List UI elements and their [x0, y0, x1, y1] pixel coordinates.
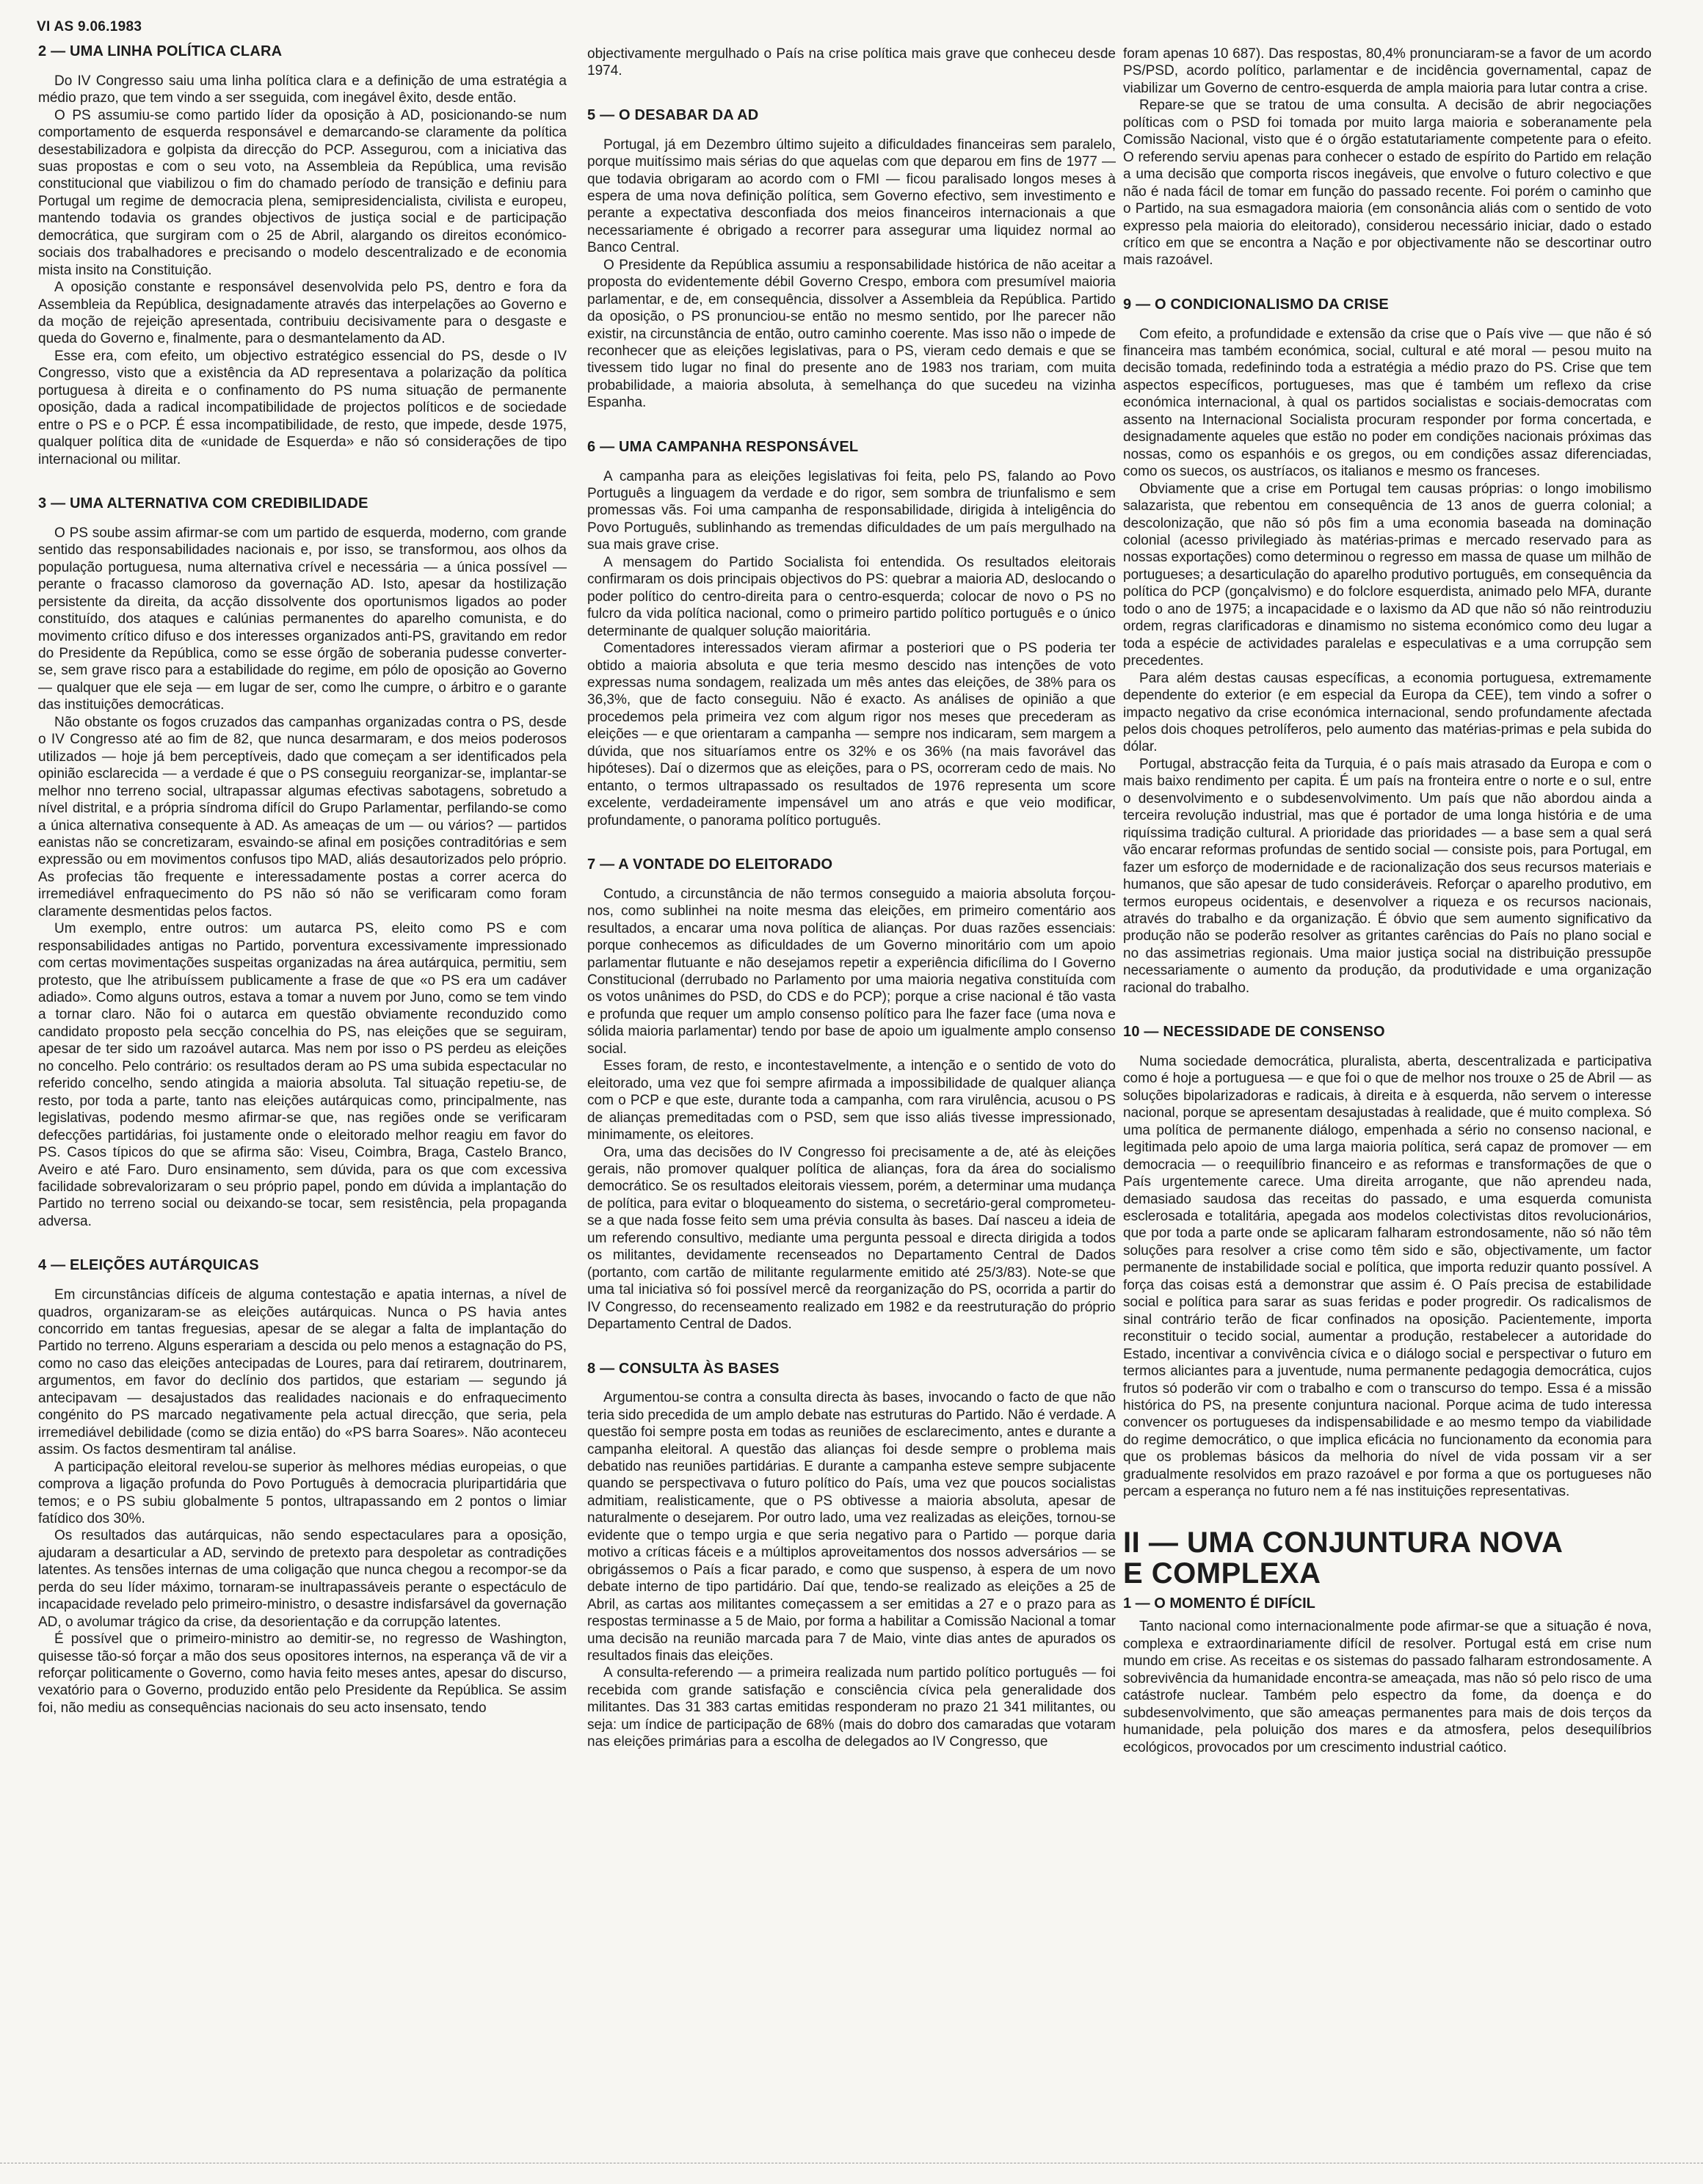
article-section: [1123, 46, 1652, 269]
paragraph: foram apenas 10 687). Das respostas, 80,4% pronunciaram-se a favor de um acordo PS/PSD, acordo político, parlamentar e de incidência governamental, capaz de viabilizar um Governo de centro-esquerda de ampla maioria para lutar contra a crise.: [1123, 46, 1652, 96]
part-title-line-1: II — UMA CONJUNTURA NOVA: [1123, 1526, 1564, 1559]
paragraph: A consulta-referendo — a primeira realizada num partido político português — foi recebida com grande satisfação e consciência cívica pela generalidade dos militantes. Das 31 383 cartas emitidas responderam no prazo 21 341 militantes, ou seja: um índice de participação de 68% (mais do dobro dos camaradas que votaram nas eleições primárias para a escolha de delegados ao IV Congresso, que: [587, 1665, 1116, 1750]
paragraph: Esse era, com efeito, um objectivo estratégico essencial do PS, desde o IV Congresso, visto que a existência da AD representava a polarização da política portuguesa à direita e o confinamento do PS numa situação de permanente oposição, dada a radical incompatibilidade de projectos políticos e de sociedade entre o PS e o PCP. É essa incompatibilidade, de resto, que impede, desde 1975, qualquer política dita de «unidade de Esquerda» e não só considerações de tipo internacional ou militar.: [38, 348, 567, 467]
paragraph: Esses foram, de resto, e incontestavelmente, a intenção e o sentido de voto do eleitorado, uma vez que foi sempre afirmada a impossibilidade de qualquer aliança com o PCP e que este, durante toda a campanha, com rara virulência, acusou o PS de alianças premeditadas com o PSD, sem que isso aliás tivesse impressionado, minimamente, os eleitores.: [587, 1058, 1116, 1143]
article-section: [38, 1256, 567, 1717]
section-title: 4 — ELEIÇÕES AUTÁRQUICAS: [38, 1257, 259, 1274]
part-title-line-2: E COMPLEXA: [1123, 1557, 1321, 1590]
section-title: 8 — CONSULTA ÀS BASES: [587, 1360, 780, 1377]
paragraph: Ora, uma das decisões do IV Congresso foi precisamente a de, até às eleições gerais, não promover qualquer política de alianças, fora da área do socialismo democrático. Se os resultados eleitorais viessem, porém, a determinar uma mudança de política, para evitar o bloqueamento do sistema, o secretário-geral comprometeu-se a que nada fosse feito sem uma prévia consulta às bases. Daí nasceu a ideia de um referendo consultivo, mediante uma pergunta pessoal e directa dirigida a todos os militantes, devidamente recenseados no Departamento Central de Dados (portanto, com cartão de militante regularmente emitido até 25/3/83). Note-se que uma tal iniciativa só foi possível mercê da reorganização do PS, ocorrida a partir do IV Congresso, do recenseamento realizado em 1982 e da reestruturação do próprio Departamento Central de Dados.: [587, 1144, 1116, 1333]
article-section: [1123, 1023, 1652, 1500]
paragraph: Um exemplo, entre outros: um autarca PS, eleito como PS e com responsabilidades antigas no Partido, porventura excessivamente impressionado com certas movimentações suspeitas organizadas na área autárquica, permitiu, sem protesto, que lhe atribuíssem publicamente a frase de que «o PS era um cadáver adiado». Como alguns outros, estava a tomar a nuvem por Juno, como se tem vindo a tornar claro. Não foi o autarca em questão obviamente reconduzido como candidato proposto pela secção concelhia do PS, nas eleições que se seguiram, apesar de ter sido um razoável autarca. Mas nem por isso o PS perdeu as eleições no concelho. Pelo contrário: os resultados deram ao PS uma subida espectacular no referido concelho, sendo atingida a maioria absoluta. Tal situação repetiu-se, de resto, por toda a parte, tanto nas eleições autárquicas como, principalmente, nas legislativas, podendo mesmo afirmar-se que, nas regiões onde se verificaram defecções partidárias, foi justamente onde o eleitorado melhor reagiu em favor do PS. Casos típicos do que se afirma são: Viseu, Coimbra, Braga, Castelo Branco, Aveiro e até Faro. Duro ensinamento, sem dúvida, para os que com excessiva facilidade sobrevalorizaram o seu próprio papel, pondo em dúvida a implantação do Partido no terreno social ou deixando-se tocar, sem resistência, pela propaganda adversa.: [38, 921, 567, 1229]
section-title: 2 — UMA LINHA POLÍTICA CLARA: [38, 43, 283, 59]
article-section: [38, 495, 567, 1230]
article-section: [587, 1360, 1116, 1751]
paragraph: A oposição constante e responsável desenvolvida pelo PS, dentro e fora da Assembleia da República, designadamente através das interpelações ao Governo e da moção de rejeição apresentada, contribuiu decisivamente para o desgaste e queda do Governo e, finalmente, para o desmantelamento da AD.: [38, 280, 567, 347]
article-section: [38, 43, 567, 468]
paragraph: objectivamente mergulhado o País na crise política mais grave que conheceu desde 1974.: [587, 46, 1116, 79]
paragraph: Argumentou-se contra a consulta directa às bases, invocando o facto de que não teria sido precedida de um amplo debate nas estruturas do Partido. Não é verdade. A questão foi sempre posta em todas as reuniões de esclarecimento, antes e durante a campanha eleitoral. A questão das alianças foi desde sempre o problema mais debatido nas reuniões partidárias. E durante a campanha esteve sempre subjacente quando se perspectivava o futuro político do País, uma vez que poucos socialistas admitiam, realisticamente, que o PS obtivesse a maioria absoluta, apesar de naturalmente o desejarem. Por outro lado, uma vez realizadas as eleições, tornou-se evidente que o tempo urgia e que seria negativo para o Partido — porque daria motivo a críticas fáceis e a múltiplos aproveitamentos dos nossos adversários — se obrigássemos o País a ficar parado, e como que suspenso, à espera de um novo debate interno de tipo partidário. Daí que, tendo-se realizado as eleições a 25 de Abril, as cartas aos militantes começassem a ser emitidas a 27 e o prazo para as respostas terminasse a 5 de Maio, por forma a habilitar a Comissão Nacional a tomar uma decisão na reunião marcada para 7 de Maio, vinte dias antes de apurados os resultados finais das eleições.: [587, 1390, 1116, 1664]
paragraph: Repare-se que se tratou de uma consulta. A decisão de abrir negociações políticas com o PSD foi tomada por muito larga maioria e soberanamente pela Comissão Nacional, visto que é o órgão estatutariamente competente para o efeito. O referendo serviu apenas para conhecer o estado de espírito do Partido em relação a uma decisão que comporta riscos inegáveis, que envolve o futuro colectivo e que não é nada fácil de tomar em função do passado recente. Foi porém o caminho que o Partido, na sua esmagadora maioria (em consonância aliás com o sentido de voto expresso pela maioria do eleitorado), considerou necessário iniciar, dado o estado crítico em que se encontra a Nação e por objectivamente não se descortinar outro mais razoável.: [1123, 98, 1652, 269]
column-1: [38, 43, 567, 1717]
paragraph: Com efeito, a profundidade e extensão da crise que o País vive — que não é só financeira mas também económica, social, cultural e até moral — pesou muito na decisão tomada, redefinindo toda a estratégia a médio prazo do PS. Crise que tem aspectos específicos, portugueses, mas que é também um reflexo da crise económica internacional, à qual os partidos socialistas e sociais-democratas com assento na Internacional Socialista procuram responder por forma concertada, e designadamente aqueles que estão no poder em condições nacionais próximas das nossas, como os espanhóis e os gregos, ou em condições assaz diferenciadas, como os suecos, os austríacos, os italianos e mesmo os franceses.: [1123, 326, 1652, 480]
paragraph: Os resultados das autárquicas, não sendo espectaculares para a oposição, ajudaram a desarticular a AD, servindo de pretexto para despoletar as contradições latentes. As tensões internas de uma coligação que nunca chegou a recompor-se da perda do seu líder máximo, tornaram-se inultrapassáveis perante o espectáculo de incapacidade revelado pelo primeiro-ministro, o desastre indisfarsável da governação AD, o avolumar trágico da crise, da desorientação e da corrupção latentes.: [38, 1528, 567, 1630]
paragraph: Portugal, já em Dezembro último sujeito a dificuldades financeiras sem paralelo, porque muitíssimo mais sérias do que aquelas com que deparou em fins de 1977 — que todavia obrigaram ao acordo com o FMI — ficou paralisado longos meses à espera de uma nova definição política, sem Governo efectivo, sem investimento e perante a expectativa desconfiada dos meios financeiros internacionais a que necessariamente é obrigado a recorrer para assegurar uma liquidez normal ao Banco Central.: [587, 136, 1116, 256]
paragraph: Portugal, abstracção feita da Turquia, é o país mais atrasado da Europa e com o mais baixo rendimento per capita. É um país na fronteira entre o norte e o sul, entre o desenvolvimento e o subdesenvolvimento. Um país que não abordou ainda a terceira revolução industrial, mas que é portador de uma longa história e de uma riquíssima tradição cultural. A prioridade das prioridades — a base sem a qual será vão encarar reformas profundas de sentido social — consiste pois, para Portugal, em fazer um esforço de modernidade e de racionalização dos seus recursos materiais e humanos, que são apesar de tudo consideráveis. Reforçar o aparelho produtivo, em termos europeus ocidentais, e desenvolver a riqueza e os recursos nacionais, através do trabalho e da organização. É óbvio que sem aumento significativo da produção não se poderão resolver as gritantes carências do País no plano social e no das assimetrias regionais. Uma maior justiça social na distribuição pressupõe necessariamente o aumento da produção, da produtividade e uma organização racional do trabalho.: [1123, 756, 1652, 996]
paragraph: Tanto nacional como internacionalmente pode afirmar-se que a situação é nova, complexa e extraordinariamente difícil de resolver. Portugal está em crise num mundo em crise. As receitas e os sistemas do passado falharam estrondosamente. A sobrevivência da humanidade encontra-se ameaçada, mas não só pelo risco de uma catástrofe nuclear. Também pelo espectro da fome, da doença e do subdesenvolvimento, que são ameaças permanentes para mais de dois terços da humanidade, pela poluição dos mares e da atmosfera, pelos desequilíbrios ecológicos, provocados por um crescimento industrial caótico.: [1123, 1619, 1652, 1755]
paragraph: Para além destas causas específicas, a economia portuguesa, extremamente dependente do exterior (e em especial da Europa da CEE), tem vindo a sofrer o impacto negativo da crise económica internacional, sendo profundamente afectada pelos dois choques petrolíferos, pelo aumento das matérias-primas e pela subida do dólar.: [1123, 670, 1652, 755]
paragraph: Comentadores interessados vieram afirmar a posteriori que o PS poderia ter obtido a maioria absoluta e que teria mesmo descido nas intenções de voto expressas numa sondagem, realizada um mês antes das eleições, de 38% para os 36,3%, que de facto conseguiu. Não é exacto. As análises de opinião a que procedemos pela primeira vez com algum rigor nos meses que precederam as eleições — e que orientaram a campanha — sempre nos indicaram, sem margem a dúvida, que nos situaríamos entre os 32% e os 36% (na mais favorável das hipóteses). Daí o dizermos que as eleições, para o PS, ocorreram cedo de mais. No entanto, o termos ultrapassado os resultados de 1976 representa um score excelente, verdadeiramente impensável um ano atrás e que veio modificar, profundamente, o panorama político português.: [587, 641, 1116, 829]
paragraph: Numa sociedade democrática, pluralista, aberta, descentralizada e participativa como é hoje a portuguesa — e que foi o que de melhor nos trouxe o 25 de Abril — as soluções bipolarizadoras e radicais, à direita e à esquerda, não servem o interesse nacional, porque se apresentam desajustadas à realidade, que é muito complexa. Só uma política de permanente diálogo, empenhada a sério no consenso nacional, e legitimada pelo apoio de uma larga maioria política, será capaz de promover — em democracia — o reequilíbrio financeiro e as reformas e transformações de que o País urgentemente carece. Uma direita arrogante, que não aprendeu nada, demasiado saudosa das receitas do passado, e uma esquerda comunista esclerosada e totalitária, apegada aos modelos colectivistas ditos revolucionários, que por toda a parte onde se aplicaram falharam estrondosamente, não só não têm soluções para resolver a crise como têm sido e são, objectivamente, um factor permanente de instabilidade social e política, que importa reduzir quanto possível. A força das coisas está a demonstrar que assim é. O País precisa de estabilidade social e política para sarar as suas feridas e poder progredir. Os radicalismos de sinal contrário terão de ficar confinados na oposição. Pacientemente, importa reconstituir o tecido social, aumentar a produção, restabelecer a autoridade do Estado, incentivar a convivência cívica e o diálogo social e perspectivar o futuro em termos aliciantes para a juventude, numa permanente pedagogia democrática, cujos frutos só poderão vir com o trabalho e com o transcurso do tempo. Essa é a missão histórica do PS, na presente conjuntura nacional. Porque acima de tudo interessa convencer os portugueses da indispensabilidade e ao mesmo tempo da viabilidade do regime democrático, o que implica eficácia no funcionamento da economia para que os problemas básicos da melhoria do nível de vida possam vir a ser gradualmente resolvidos em prazo razoável e por forma a que os portugueses não percam a esperança no futuro nem a fé nas instituições representativas.: [1123, 1053, 1652, 1500]
section-title: 9 — O CONDICIONALISMO DA CRISE: [1123, 296, 1389, 313]
paragraph: O Presidente da República assumiu a responsabilidade histórica de não aceitar a proposta do evidentemente débil Governo Crespo, embora com presumível maioria parlamentar, e de, em consequência, dissolver a Assembleia da República. Partido da oposição, o PS pronunciou-se então no mesmo sentido, por lhe parecer não existir, na circunstância de então, outro caminho coerente. Mas isso não o impede de reconhecer que as eleições legislativas, para o PS, vieram cedo demais e que se tivessem tido lugar no final do presente ano de 1983 nos trariam, com muita probabilidade, a maioria absoluta, à semelhança do que sucedeu na vizinha Espanha.: [587, 257, 1116, 411]
section-title: 10 — NECESSIDADE DE CONSENSO: [1123, 1024, 1385, 1041]
paragraph: Em circunstâncias difíceis de alguma contestação e apatia internas, a nível de quadros, organizaram-se as eleições autárquicas. Nunca o PS havia antes concorrido em tantas freguesias, apesar de se alegar a falta de implantação do Partido no terreno. Alguns esperariam a descida ou pelo menos a estagnação do PS, como no caso das eleições antecipadas de Loures, para daí retirarem, doutrinarem, argumentos, em favor do declínio dos partidos, que estariam — segundo já antecipavam — desajustados das realidades nacionais e do enfraquecimento congénito do PS marcado negativamente pela actual direcção, que seria, pela irremediável debilidade (como se dizia então) do «PS barra Soares». Não aconteceu assim. Os factos desmentiram tal análise.: [38, 1287, 567, 1458]
paragraph: Não obstante os fogos cruzados das campanhas organizadas contra o PS, desde o IV Congresso até ao fim de 82, que nunca desarmaram, e dos meios poderosos utilizados — hoje já bem perceptíveis, dado que começam a ser identificados pela opinião esclarecida — a verdade é que o PS conseguiu reorganizar-se, implantar-se melhor nno terreno social, ultrapassar algumas efectivas sabotagens, sobretudo a nível distrital, e a própria síndroma difícil do Grupo Parlamentar, perfilando-se como a única alternativa consequente à AD. As ameaças de um — ou vários? — partidos eanistas não se concretizaram, esvaindo-se afinal em posições contraditórias e sem expressão ou em movimentos confusos tipo MAD, aliás desautorizados pelo próprio. As profecias tão frequente e interessadamente postas a correr acerca do irremediável enfraquecimento do PS não só não se verificaram como foram claramente desmentidas pelos factos.: [38, 714, 567, 920]
paragraph: O PS soube assim afirmar-se com um partido de esquerda, moderno, com grande sentido das responsabilidades nacionais e, por isso, se transformou, aos olhos da população portuguesa, numa alternativa crível e necessária — a única possível — perante o fracasso clamoroso da governação AD. Isto, apesar da hostilização persistente da direita, da acção dissolvente dos oportunismos ligados ao poder constituído, dos ataques e calúnias permanentes do aparelho comunista, e do movimento crítico difuso e dos interesses organizados anti-PS, gravitando em redor do Presidente da República, como se esse órgão de soberania pudesse converter-se, sem grave risco para a estabilidade do regime, em pólo de oposição ao Governo — qualquer que ele seja — em lugar de ser, como lhe cumpre, o árbitro e o garante das instituições democráticas.: [38, 525, 567, 713]
part-title: [1123, 1527, 1652, 1589]
date-line: VI AS 9.06.1983: [37, 19, 142, 34]
article-section: [587, 46, 1116, 80]
article-section: [587, 106, 1116, 412]
paragraph: A participação eleitoral revelou-se superior às melhores médias europeias, o que comprova a ligação profunda do Povo Português à democracia pluripartidária que temos; e o PS subiu globalmente 5 pontos, ultrapassando em 2 pontos o limiar fatídico dos 30%.: [38, 1459, 567, 1526]
section-title: 6 — UMA CAMPANHA RESPONSÁVEL: [587, 438, 859, 455]
column-2: [587, 46, 1116, 1751]
paragraph: Do IV Congresso saiu uma linha política clara e a definição de uma estratégia a médio prazo, que tem vindo a ser sseguida, com inegável êxito, desde então.: [38, 73, 567, 106]
section-title: 5 — O DESABAR DA AD: [587, 106, 759, 123]
paragraph: O PS assumiu-se como partido líder da oposição à AD, posicionando-se num comportamento de esquerda responsável e demarcando-se claramente da política desestabilizadora e golpista da direcção do PCP. Assegurou, com a iniciativa das suas propostas e com o seu voto, na Assembleia da República, uma revisão constitucional que viabilizou o fim do chamado período de transição e definiu para Portugal um regime de democracia plena, semipresidencialista, civilista e europeu, mantendo todavia os grandes objectivos de justiça social e de participação democrática, que surgiram com o 25 de Abril, alargando os direitos económico-sociais dos trabalhadores e precisando o modelo descentralizado e de economia mista insito na Constituição.: [38, 107, 567, 278]
column-3: [1123, 46, 1652, 1756]
article-section: [587, 856, 1116, 1333]
paragraph: É possível que o primeiro-ministro ao demitir-se, no regresso de Washington, quisesse tão-só forçar a mão dos seus opositores internos, na esperança vã de vir a reforçar politicamente o Governo, como havia feito meses antes, apesar do discurso, vexatório para o Governo, produzido então pelo Presidente da República. Se assim foi, não mediu as consequências nacionais do seu acto insensato, tendo: [38, 1631, 567, 1716]
paragraph: A campanha para as eleições legislativas foi feita, pelo PS, falando ao Povo Português a linguagem da verdade e do rigor, sem sombra de triunfalismo e sem promessas vãs. Foi uma campanha de responsabilidade, dirigida à inteligência do Povo Português, sublinhando as tremendas dificuldades de um país mergulhado na sua mais grave crise.: [587, 468, 1116, 553]
article-section: [587, 438, 1116, 829]
article-section: [1123, 296, 1652, 997]
section-title: 7 — A VONTADE DO ELEITORADO: [587, 856, 833, 873]
subsection-title: 1 — O MOMENTO É DIFÍCIL: [1123, 1595, 1315, 1612]
section-title: 3 — UMA ALTERNATIVA COM CREDIBILIDADE: [38, 495, 368, 512]
paragraph: Contudo, a circunstância de não termos conseguido a maioria absoluta forçou-nos, como sublinhei na noite mesma das eleições, em primeiro comentário aos resultados, a encarar uma nova política de alianças. Por duas razões essenciais: porque conhecemos as dificuldades de um Governo minoritário com um apoio parlamentar flutuante e não desejamos repetir a experiência dificílima do I Governo Constitucional (derrubado no Parlamento por uma maioria negativa constituída com os votos unânimes do PSD, do CDS e do PCP); porque a crise nacional é tão vasta e profunda que requer um amplo consenso político para lhe fazer face (uma nova e sólida maioria parlamentar) tendo por base de apoio um igualmente amplo consenso social.: [587, 886, 1116, 1057]
paragraph: A mensagem do Partido Socialista foi entendida. Os resultados eleitorais confirmaram os dois principais objectivos do PS: quebrar a maioria AD, deslocando o poder político do centro-direita para o centro-esquerda; colocar de novo o PS no fulcro da vida política nacional, como o primeiro partido político português e o único determinante de qualquer solução maioritária.: [587, 554, 1116, 639]
paragraph: Obviamente que a crise em Portugal tem causas próprias: o longo imobilismo salazarista, que rebentou em consequência de 13 anos de guerra colonial; a descolonização, que não só pôs fim a uma economia baseada na dominação colonial (acesso privilegiado às matérias-primas e mercado reservado para as nossas exportações) como determinou o regresso em massa de quase um milhão de portugueses; a desarticulação do aparelho produtivo português, em consequência da política do PCP (gonçalvismo) e do folclore esquerdista, animado pelo MFA, durante todo o ano de 1975; a incapacidade e o laxismo da AD que não só não reintroduziu ordem, regras clarificadoras e dinamismo no sistema económico como deu lugar a toda a espécie de actividades paralelas e especulativas e a uma corrupção sem precedentes.: [1123, 481, 1652, 669]
